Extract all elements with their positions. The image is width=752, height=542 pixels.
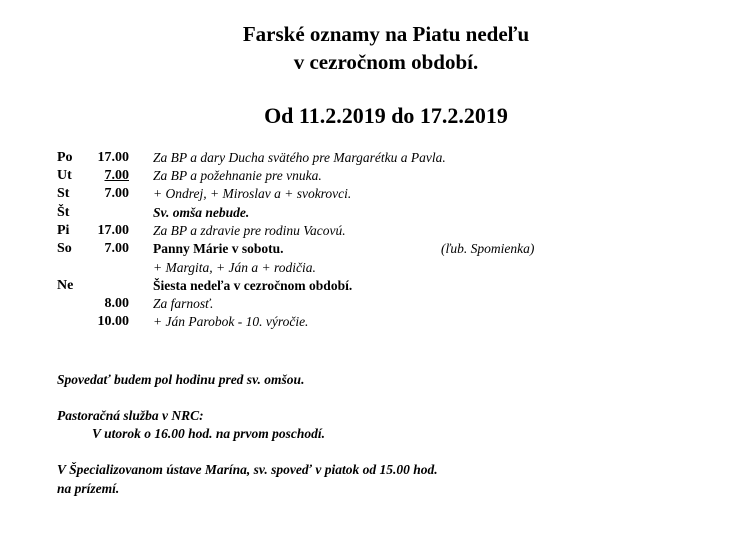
mass-time: 7.00	[104, 241, 129, 256]
mass-intention: Za BP a požehnanie pre vnuka.	[153, 168, 322, 183]
day-label: Št	[57, 205, 70, 220]
day-label: Ne	[57, 278, 74, 293]
mass-intention: Za farnosť.	[153, 296, 214, 311]
day-label: So	[57, 241, 72, 256]
mass-time: 17.00	[97, 223, 129, 238]
day-label: Pi	[57, 223, 70, 238]
page-subtitle: v cezročnom období.	[293, 50, 479, 74]
mass-time: 7.00	[104, 168, 129, 183]
mass-intention: + Ondrej, + Miroslav a + svokrovci.	[153, 186, 352, 201]
marina-notice: V Špecializovanom ústave Marína, sv. spoveď v piatok od 15.00 hod.	[57, 462, 438, 477]
nrc-title: Pastoračná služba v NRC:	[57, 408, 204, 423]
date-range: Od 11.2.2019 do 17.2.2019	[264, 103, 508, 128]
mass-time: 17.00	[97, 150, 129, 165]
day-label: Po	[57, 150, 73, 165]
mass-intention: Za BP a zdravie pre rodinu Vacovú.	[153, 223, 346, 238]
feast-name: Panny Márie v sobotu.	[153, 241, 284, 256]
mass-intention: + Margita, + Ján a + rodičia.	[153, 260, 316, 275]
page-title: Farské oznamy na Piatu nedeľu	[242, 22, 530, 46]
mass-intention: + Ján Parobok - 10. výročie.	[153, 314, 309, 329]
marina-notice-location: na prízemí.	[57, 481, 120, 496]
mass-intention: Sv. omša nebude.	[153, 205, 250, 220]
confession-notice: Spovedať budem pol hodinu pred sv. omšou.	[57, 372, 305, 387]
day-label: Ut	[57, 168, 72, 183]
feast-name: Šiesta nedeľa v cezročnom období.	[153, 278, 353, 293]
mass-intention: Za BP a dary Ducha svätého pre Margarétku a Pavla.	[153, 150, 446, 165]
day-label: St	[57, 186, 70, 201]
nrc-detail: V utorok o 16.00 hod. na prvom poschodí.	[92, 426, 326, 441]
mass-time: 8.00	[104, 296, 129, 311]
mass-time: 10.00	[97, 314, 129, 329]
feast-note: (ľub. Spomienka)	[441, 241, 535, 256]
mass-time: 7.00	[104, 186, 129, 201]
